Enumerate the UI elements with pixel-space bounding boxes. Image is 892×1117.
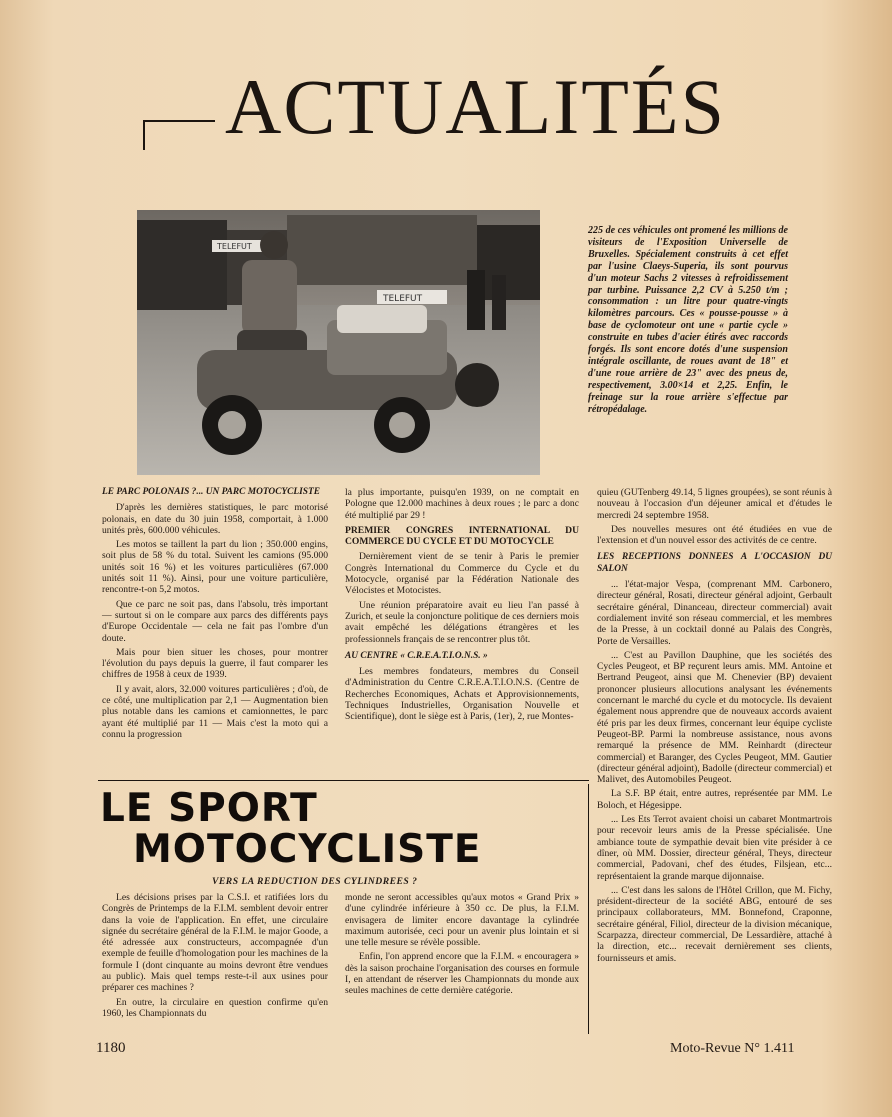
column-3 — [597, 487, 832, 967]
paragraph: monde ne seront accessibles qu'aux motos « Grand Prix » d'une cylindrée inférieure à 350 cc. De plus, la F.I.M. envisagera de limiter encore davantage la cylindrée maximum autorisée, ceci pour un avenir plus lointain et si une telle mesure se révèle possible. — [345, 892, 579, 949]
paragraph: Des nouvelles mesures ont été étudiées en vue de l'extension et d'un nouvel essor des activités de ce centre. — [597, 523, 832, 547]
column-divider — [588, 784, 589, 1034]
article-heading-congress: PREMIER CONGRES INTERNATIONAL DU COMMERCE DU CYCLE ET DU MOTOCYCLE — [345, 524, 579, 548]
photo-scooter-rickshaw — [137, 210, 540, 475]
article-heading-polish-fleet: LE PARC POLONAIS ?... UN PARC MOTOCYCLISTE — [102, 487, 320, 497]
article-heading-receptions: LES RECEPTIONS DONNEES A L'OCCASION DU SALON — [597, 552, 832, 574]
paragraph: D'après les dernières statistiques, le parc motorisé polonais, en date du 30 juin 1958, comportait, à 1.000 unités près, 600.000 véhicules. — [102, 502, 328, 536]
column-1 — [102, 487, 328, 743]
photo-illustration — [137, 210, 540, 475]
paragraph: Il y avait, alors, 32.000 voitures particulières ; d'où, de ce côté, une multiplication par 2,1 — Augmentation bien plus notable dans les camions et camionnettes, le parc ayant été multiplié par 11 — Mais c'est la moto qui a connu la progression — [102, 683, 328, 740]
photo-caption: 225 de ces véhicules ont promené les millions de visiteurs de l'Exposition Universelle de Bruxelles. Spécialement construits à cet effet par l'usine Claeys-Superia, ils sont pourvus d'un moteur Sachs 2 vitesses à refroidissement par turbine. Puissance 2,2 CV à 5.250 t/m ; consommation : un litre pour quatre-vingts kilomètres parcours. Ces « pousse-pousse » à base de cyclomoteur ont une « partie cycle » construite en tubes d'acier étirés avec raccords forgés. Ils sont encore dotés d'une suspension intégrale oscillante, de roues avant de 18" et d'une roue arrière de 23" avec des pneus de, respectivement, 3.00×14 et 2,25. Enfin, le freinage sur la roue arrière s'effectue par rétropédalage. — [588, 225, 788, 415]
title-rule-tick — [143, 120, 145, 150]
paragraph: Les membres fondateurs, membres du Conseil d'Administration du Centre C.R.E.A.T.I.O.N.S. (Centre de Recherches Economiques, Achats et Approvisionnements, Techniques Industrielles, Organisation Nouvelle et Scientifique), dont le siège est à Paris, (1er), 2, rue Montes- — [345, 666, 579, 723]
paragraph: ... C'est au Pavillon Dauphine, que les sociétés des Cycles Peugeot, et BP reçurent leurs amis. MM. Antoine et Bertrand Peugeot, ainsi que M. Chenevier (BP) devaient prononcer plusieurs allocutions analysant les événements concernant le marché du cycle et du motocycle. Ils devaient également nous apprendre que de nouveaux accords avaient été pris par les deux firmes, concernant leur équipe cycliste Peugeot-BP. Parmi la nombreuse assistance, nous avons remarqué la présence de MM. Reinhardt (directeur commercial) et Baranger, des Cycles Peugeot, MM. Gautier (directeur général adjoint), Badolle (directeur commercial) et Malivet, des Automobiles Peugeot. — [597, 649, 832, 786]
paragraph: Les motos se taillent la part du lion ; 350.000 engins, soit plus de 58 % du total. Suivent les camions (95.000 unités soit 16 %) et les voitures particulières (67.000 unités soit 11 %). Ainsi, pour une voiture particulière, rencontre-t-on 5,2 motos. — [102, 539, 328, 596]
paragraph: Dernièrement vient de se tenir à Paris le premier Congrès International du Commerce du Cycle et du Motocycle, organisé par la Fédération Nationale des Vélocistes et Motocistes. — [345, 551, 579, 597]
paragraph: ... l'état-major Vespa, (comprenant MM. Carbonero, directeur général, Rosati, directeur général adjoint, Gerbault secrétaire général, Dinanceau, directeur commercial) avait cordialement invité son réseau commercial, et les membres de la Presse, à un cocktail donné au Palais des Congrès, Porte de Versailles. — [597, 579, 832, 647]
sport-subheading: VERS LA REDUCTION DES CYLINDREES ? — [212, 876, 418, 887]
paragraph: ... C'est dans les salons de l'Hôtel Crillon, que M. Fichy, président-directeur de la société ABG, entouré de ses principaux collaborateurs, MM. Bonnefond, Craponne, secrétaire général, Filiol, directeur de la division mécanique, Scarpazza, directeur commercial, De Lessardière, attaché à la direction, etc... recevait dernièrement ses clients, fournisseurs et amis. — [597, 884, 832, 964]
column-2 — [345, 487, 579, 726]
photo-sign-1: TELEFUT — [217, 242, 252, 251]
paragraph: quieu (GUTenberg 49.14, 5 lignes groupées), se sont réunis à nouveau à l'occasion d'un déjeuner amical et d'études le mercredi 24 septembre 1958. — [597, 487, 832, 521]
paragraph: En outre, la circulaire en question confirme qu'en 1960, les Championnats du — [102, 996, 328, 1019]
title-rule — [143, 120, 215, 122]
sport-title-line-2: MOTOCYCLISTE — [133, 827, 482, 872]
photo-sign-2: TELEFUT — [383, 294, 423, 304]
paragraph: ... Les Ets Terrot avaient choisi un cabaret Montmartrois pour recevoir leurs amis de la Presse spécialisée. Une ambiance toute de sympathie devait bien vite présider à ce dîner, où MM. Dossier, directeur général, Theys, directeur commercial, Padovani, chef des études, Filsjean, etc... représentaient la grande marque dijonnaise. — [597, 814, 832, 882]
article-heading-creations: AU CENTRE « C.R.E.A.T.I.O.N.S. » — [345, 650, 488, 661]
paragraph: Enfin, l'on apprend encore que la F.I.M. « encouragera » dès la saison prochaine l'organisation des courses en formule I, en attendant de réserver les Championnats du monde aux seules machines de cette dernière catégorie. — [345, 951, 579, 997]
paragraph: la plus importante, puisqu'en 1939, on ne comptait en Pologne que 12.000 machines à deux roues ; le parc a donc été multiplié par 29 ! — [345, 487, 579, 521]
section-divider — [98, 780, 589, 781]
paragraph: La S.F. BP était, entre autres, représentée par MM. Le Boloch, et Hégesippe. — [597, 788, 832, 811]
page-number: 1180 — [96, 1040, 126, 1056]
page-title: ACTUALITÉS — [225, 63, 726, 150]
paragraph: Une réunion préparatoire avait eu lieu l'an passé à Zurich, et seule la conjoncture politique de ces derniers mois avait empêché les délégations étrangères et les professionnels français de se rencontrer plus tôt. — [345, 599, 579, 645]
paragraph: Mais pour bien situer les choses, pour montrer l'évolution du pays depuis la guerre, il faut comparer les chiffres de 1958 à ceux de 1939. — [102, 646, 328, 681]
column-5 — [345, 892, 579, 1000]
magazine-issue: Moto-Revue N° 1.411 — [670, 1041, 795, 1056]
paragraph: Que ce parc ne soit pas, dans l'absolu, très important — surtout si on le compare aux parcs des différents pays d'Europe Occidentale — cela ne fait pas l'ombre d'un doute. — [102, 598, 328, 644]
section-title-sport — [100, 788, 482, 870]
sport-title-line-1: LE SPORT — [100, 786, 318, 831]
paragraph: Les décisions prises par la C.S.I. et ratifiées lors du Congrès de Printemps de la F.I.M. semblent devoir entrer dans la voie de l'application. En effet, une circulaire signée du secrétaire général de la F.I.M. le major Goode, a été adressée aux constructeurs, accompagnée d'un exemple de feuille d'homologation pour les machines de la formule I (dont cinquante au moins devront être vendues au public). Mais quel temps reste-t-il aux usines pour préparer ces machines ? — [102, 892, 328, 994]
column-4 — [102, 892, 328, 1022]
